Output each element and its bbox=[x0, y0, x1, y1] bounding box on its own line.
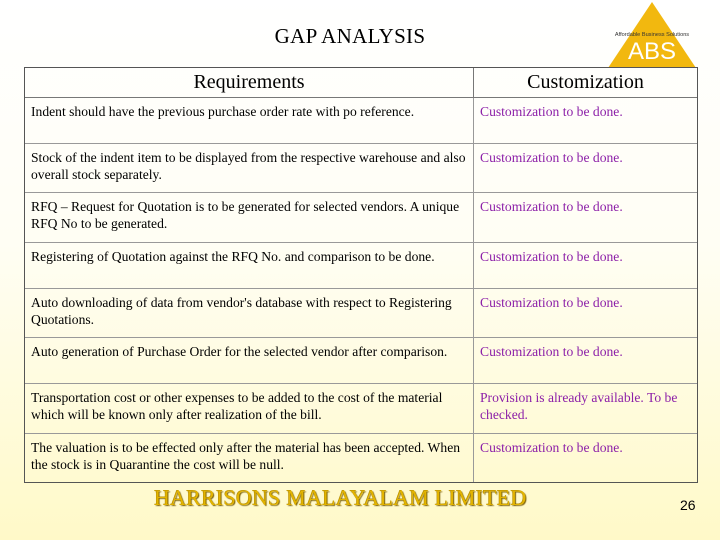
table-row bbox=[25, 384, 697, 433]
requirement-cell: Transportation cost or other expenses to be added to the cost of the material which will be known only after realization of the bill. bbox=[25, 384, 474, 433]
logo-tagline: Affordable Business Solutions bbox=[614, 32, 690, 38]
requirement-cell: Auto downloading of data from vendor's database with respect to Registering Quotations. bbox=[25, 288, 474, 337]
header-customization: Customization bbox=[474, 68, 698, 98]
table-header-row bbox=[25, 68, 697, 98]
customization-cell: Customization to be done. bbox=[474, 193, 698, 242]
table-row bbox=[25, 242, 697, 288]
customization-cell: Customization to be done. bbox=[480, 439, 623, 455]
requirement-cell: Registering of Quotation against the RFQ No. and comparison to be done. bbox=[25, 242, 474, 288]
requirement-cell: The valuation is to be effected only after the material has been accepted. When the stock is in Quarantine the cost will be null. bbox=[25, 433, 474, 482]
customization-cell: Customization to be done. bbox=[474, 98, 698, 144]
requirement-cell: Stock of the indent item to be displayed from the respective warehouse and also overall stock separately. bbox=[25, 143, 474, 192]
table-row bbox=[25, 338, 697, 384]
table-row bbox=[25, 193, 697, 242]
requirement-cell: Auto generation of Purchase Order for the selected vendor after comparison. bbox=[25, 338, 474, 384]
customization-cell: Provision is already available. To be checked. bbox=[474, 384, 698, 433]
company-footer: HARRISONS MALAYALAM LIMITED bbox=[154, 485, 527, 510]
gap-analysis-table bbox=[24, 67, 698, 483]
abs-logo bbox=[608, 2, 696, 68]
customization-cell: Customization to be done. bbox=[474, 143, 698, 192]
requirement-cell: RFQ – Request for Quotation is to be generated for selected vendors. A unique RFQ No to be generated. bbox=[25, 193, 474, 242]
customization-cell: Customization to be done. bbox=[474, 288, 698, 337]
logo-text: ABS bbox=[627, 38, 677, 65]
table-row bbox=[25, 433, 697, 482]
table-row bbox=[25, 288, 697, 337]
table-row bbox=[25, 98, 697, 144]
table-row bbox=[25, 143, 697, 192]
header-requirements: Requirements bbox=[25, 68, 474, 98]
customization-cell: Customization to be done. bbox=[474, 242, 698, 288]
requirement-cell: Indent should have the previous purchase order rate with po reference. bbox=[25, 98, 474, 144]
customization-cell: Customization to be done. bbox=[474, 338, 698, 384]
slide-title: GAP ANALYSIS bbox=[274, 24, 426, 48]
page-number: 26 bbox=[680, 497, 696, 513]
